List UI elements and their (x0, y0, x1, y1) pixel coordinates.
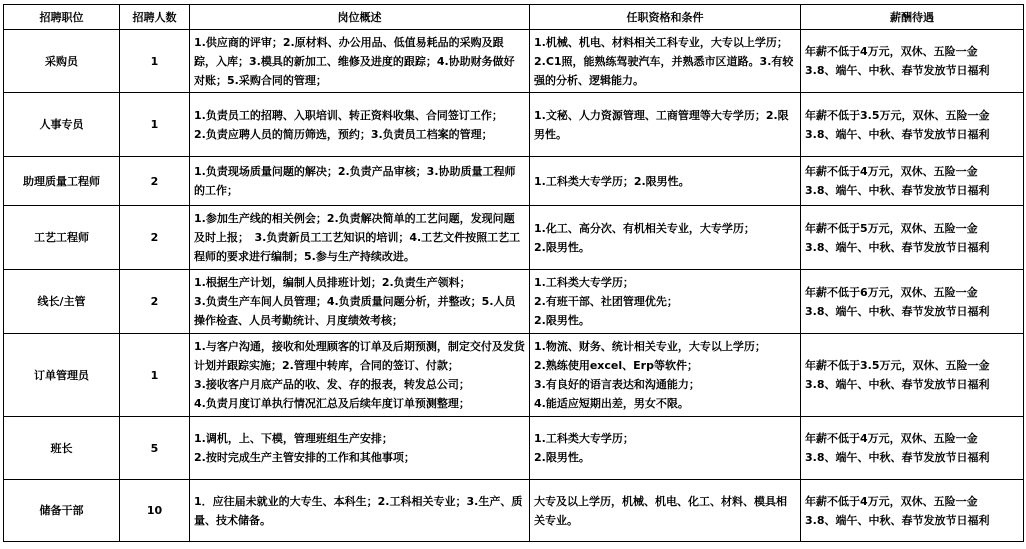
salary-cell (801, 30, 1024, 93)
duty-line: 1.供应商的评审；2.原材料、办公用品、低值易耗品的采购及跟踪，入库；3.模具的新加工、维修及进度的跟踪；4.协助财务做好对账；5.采购合同的管理； (194, 35, 515, 87)
requirement-line: 1.工科类大专学历； (534, 432, 634, 445)
salary-line: 3.8、端午、中秋、春节发放节日福利 (805, 304, 990, 318)
duties-cell (190, 270, 530, 334)
position-cell: 人事专员 (4, 93, 120, 157)
table-row (4, 157, 1024, 206)
requirement-line: 2.限男性。 (534, 240, 590, 254)
salary-line: 年薪不低于4万元，双休、五险一金 (805, 494, 978, 508)
duty-line: 2.按时完成生产主管安排的工作和其他事项； (194, 451, 415, 464)
requirements-cell (530, 30, 801, 93)
header-duties: 岗位概述 (190, 5, 530, 30)
salary-line: 年薪不低于4万元，双休、五险一金 (805, 165, 978, 178)
salary-cell (801, 157, 1024, 206)
requirement-line: 2.熟练使用excel、Erp等软件； (534, 359, 698, 372)
salary-line: 3.8、端午、中秋、春节发放节日福利 (805, 378, 990, 391)
position-cell: 助理质量工程师 (4, 157, 120, 206)
requirements-cell (530, 157, 801, 206)
salary-line: 3.8、端午、中秋、春节发放节日福利 (805, 513, 990, 527)
position-cell: 线长/主管 (4, 270, 120, 334)
duty-line: 1.根据生产计划，编制人员排班计划；2.负责生产领料； (194, 276, 471, 289)
duty-line: 1.负责员工的招聘、入职培训、转正资料收集、合同签订工作； (194, 108, 503, 122)
table-row (4, 334, 1024, 417)
requirements-cell (530, 334, 801, 417)
count-cell: 2 (120, 206, 190, 270)
position-cell: 储备干部 (4, 480, 120, 542)
table-row (4, 480, 1024, 542)
salary-line: 3.8、端午、中秋、春节发放节日福利 (805, 451, 990, 464)
duty-line: 4.负责月度订单执行情况汇总及后续年度订单预测整理； (194, 397, 470, 410)
requirement-line: 3.有良好的语言表达和沟通能力； (534, 378, 700, 391)
requirement-line: 1.文秘、人力资源管理、工商管理等大专学历；2.限男性。 (534, 108, 789, 141)
requirements-cell (530, 480, 801, 542)
duty-line: 1．应往届未就业的大专生、本科生；2.工科相关专业；3.生产、质量、技术储备。 (194, 494, 523, 527)
requirement-line: 2.限男性。 (534, 314, 590, 327)
requirements-cell (530, 270, 801, 334)
duty-line: 3.负责生产车间人员管理；4.负责质量问题分析，并整改；5.人员操作检查、人员考勤统计、月度绩效考核； (194, 295, 516, 327)
duties-cell (190, 417, 530, 480)
salary-line: 3.8、端午、中秋、春节发放节日福利 (805, 184, 990, 197)
salary-cell (801, 417, 1024, 480)
salary-line: 3.8、端午、中秋、春节发放节日福利 (805, 64, 990, 77)
duties-cell (190, 206, 530, 270)
count-cell: 2 (120, 270, 190, 334)
requirement-line: 2.有班干部、社团管理优先； (534, 295, 678, 308)
requirement-line: 1.物流、财务、统计相关专业，大专以上学历； (534, 340, 766, 353)
salary-line: 3.8、端午、中秋、春节发放节日福利 (805, 127, 990, 141)
table-row (4, 30, 1024, 93)
duties-cell (190, 480, 530, 542)
salary-cell (801, 206, 1024, 270)
count-cell: 1 (120, 93, 190, 157)
duties-cell (190, 334, 530, 417)
salary-line: 年薪不低于4万元，双休、五险一金 (805, 45, 978, 58)
requirement-line: 1.工科类大专学历；2.限男性。 (534, 174, 690, 188)
position-cell: 订单管理员 (4, 334, 120, 417)
header-count: 招聘人数 (120, 5, 190, 30)
position-cell: 班长 (4, 417, 120, 480)
salary-line: 年薪不低于5万元，双休、五险一金 (805, 221, 978, 235)
duty-line: 1.参加生产线的相关例会；2.负责解决简单的工艺问题，发现问题及时上报； 3.负责新员工工艺知识的培训；4.工艺文件按照工艺工程师的要求进行编制；5.参与生产持续改进。 (194, 212, 521, 263)
requirement-line: 大专及以上学历，机械、机电、化工、材料、模具相关专业。 (534, 494, 787, 527)
salary-line: 年薪不低于6万元，双休、五险一金 (805, 285, 978, 299)
count-cell: 2 (120, 157, 190, 206)
duty-line: 1.与客户沟通，接收和处理顾客的订单及后期预测，制定交付及发货计划并跟踪实施；2.管理中转库，合同的签订、付款； (194, 340, 525, 372)
duties-cell (190, 93, 530, 157)
count-cell: 10 (120, 480, 190, 542)
position-cell: 工艺工程师 (4, 206, 120, 270)
duties-cell (190, 157, 530, 206)
salary-line: 3.8、端午、中秋、春节发放节日福利 (805, 240, 990, 254)
recruitment-table (3, 4, 1024, 542)
header-requirements: 任职资格和条件 (530, 5, 801, 30)
requirement-line: 4.能适应短期出差，男女不限。 (534, 397, 689, 410)
duty-line: 2.负责应聘人员的简历筛选，预约；3.负责员工档案的管理； (194, 127, 493, 141)
position-cell: 采购员 (4, 30, 120, 93)
duty-line: 1.负责现场质量问题的解决；2.负责产品审核；3.协助质量工程师的工作； (194, 165, 516, 197)
salary-cell (801, 334, 1024, 417)
table-row (4, 417, 1024, 480)
salary-line: 年薪不低于4万元，双休、五险一金 (805, 432, 978, 445)
count-cell: 5 (120, 417, 190, 480)
salary-cell (801, 480, 1024, 542)
duties-cell (190, 30, 530, 93)
salary-cell (801, 270, 1024, 334)
requirements-cell (530, 93, 801, 157)
header-salary: 薪酬待遇 (801, 5, 1024, 30)
salary-cell (801, 93, 1024, 157)
table-row (4, 206, 1024, 270)
requirement-line: 2.限男性。 (534, 451, 590, 464)
table-row (4, 93, 1024, 157)
requirement-line: 1.工科类大专学历； (534, 276, 634, 289)
count-cell: 1 (120, 30, 190, 93)
header-row (4, 5, 1024, 30)
duty-line: 3.接收客户月底产品的收、发、存的报表，转发总公司； (194, 378, 470, 391)
header-position: 招聘职位 (4, 5, 120, 30)
requirements-cell (530, 417, 801, 480)
requirement-line: 1.化工、高分次、有机相关专业，大专学历； (534, 221, 755, 235)
requirements-cell (530, 206, 801, 270)
duty-line: 1.调机，上、下模，管理班组生产安排； (194, 432, 393, 445)
salary-line: 年薪不低于3.5万元，双休、五险一金 (805, 108, 990, 122)
table-row (4, 270, 1024, 334)
salary-line: 年薪不低于3.5万元，双休、五险一金 (805, 359, 990, 372)
requirement-line: 1.机械、机电、材料相关工科专业，大专以上学历；2.C1照，能熟练驾驶汽车，并熟悉市区道路。3.有较强的分析、逻辑能力。 (534, 35, 794, 87)
count-cell: 1 (120, 334, 190, 417)
